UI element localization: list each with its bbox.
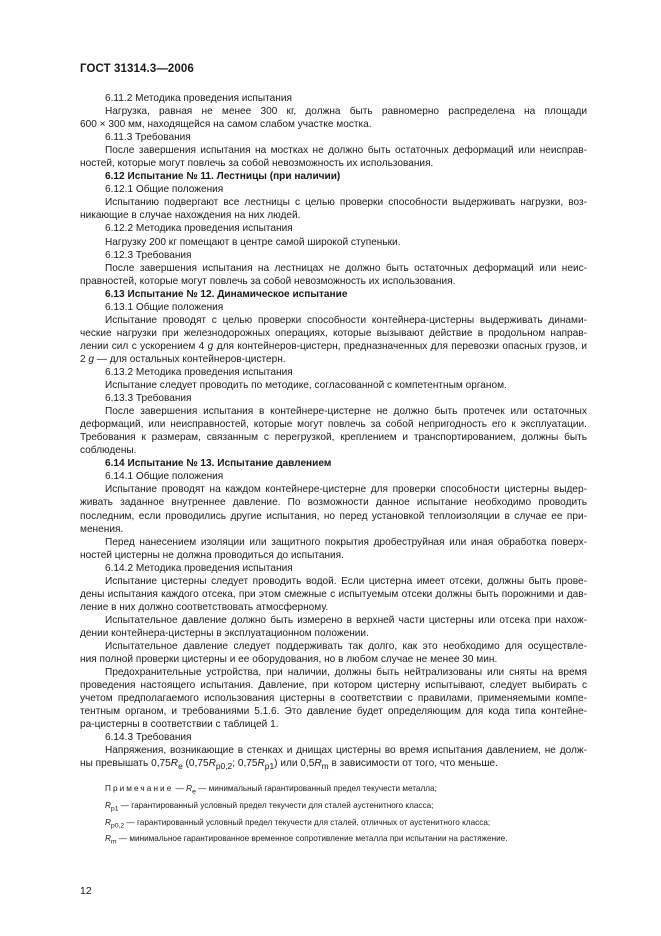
- paragraph-line: последним, если проводились другие испытания, но перед установкой теплоизоляции в случае ее при-: [80, 510, 587, 522]
- subsection-heading: 6.12.1 Общие положения: [105, 184, 224, 196]
- paragraph-line: тентным органом, и требованиями 5.1.6. Это давление будет определяющим для кода типа контейне-: [80, 706, 587, 718]
- text-run: (0,75: [182, 758, 209, 770]
- subsection-heading: 6.12.3 Требования: [105, 249, 192, 261]
- text-run: — гарантированный условный предел текучести для сталей аустенитного класса;: [118, 801, 434, 810]
- paragraph-line: ния полной проверки цистерны и ее оборудования, но в любом случае не менее 30 мин.: [80, 654, 498, 666]
- italic-symbol: R: [208, 758, 216, 770]
- subsection-heading: 6.14.2 Методика проведения испытания: [105, 562, 293, 574]
- text-run: — минимальное гарантированное временное сопротивление металла при испытании на растяжение.: [116, 834, 508, 844]
- notes-block: [80, 783, 587, 849]
- italic-symbol: R: [170, 758, 179, 770]
- italic-symbol: R: [105, 834, 111, 844]
- paragraph-line: менения.: [80, 523, 124, 535]
- subsection-heading: 6.11.3 Требования: [105, 132, 191, 144]
- text-run: — минимальный гарантированный предел текучести металла;: [195, 784, 437, 794]
- subsection-heading: 6.13.3 Требования: [105, 393, 192, 405]
- subscript: m: [110, 838, 117, 846]
- document-header: ГОСТ 31314.3—2006: [80, 63, 194, 75]
- paragraph-line: [80, 353, 587, 366]
- paragraph-line: [80, 757, 587, 773]
- subsection-heading: 6.12.2 Методика проведения испытания: [105, 223, 293, 235]
- paragraph-line: проведения настоящего испытания. Давление, при котором цистерну испытывают, следует выбирать с: [80, 680, 587, 692]
- paragraph-line: Испытание цистерны следует проводить водой. Если цистерна имеет отсеки, должны быть прове-: [105, 575, 587, 587]
- italic-symbol: g: [207, 340, 214, 352]
- paragraph-line: Испытание проводят на каждом контейнере-цистерне для проверки способности цистерны выдер-: [105, 484, 587, 496]
- paragraph-line: После завершения испытания на мостках не должно быть остаточных деформаций или неиспрaв-: [105, 145, 587, 157]
- paragraph-line: 600 × 300 мм, находящейся на самом слабом участке мостка.: [80, 119, 372, 131]
- note-line: [80, 800, 587, 817]
- subscript: p1: [264, 761, 275, 772]
- italic-symbol: R: [186, 784, 193, 794]
- paragraph-line: ра-цистерны в соответствии с таблицей 1.: [80, 719, 279, 731]
- paragraph-line: [80, 340, 587, 353]
- subscript: e: [192, 789, 196, 797]
- subsection-heading: 6.13.2 Методика проведения испытания: [105, 366, 293, 378]
- subscript: e: [178, 761, 183, 772]
- italic-symbol: R: [105, 817, 111, 827]
- paragraph-line: ление в них должно соответствовать атмосферному.: [80, 601, 329, 613]
- paragraph-line: ческие нагрузки при железнодорожных операциях, которые вызывают действие в продольном направ-: [80, 327, 587, 339]
- paragraph-line: Испытательное давление должно быть измерено в верхней части цистерны или отсека при нахож-: [105, 614, 587, 626]
- text-run: для контейнеров-цистерн, предназначенных для перевозки опасных грузов, и: [213, 340, 587, 352]
- subsection-heading: 6.14.1 Общие положения: [105, 471, 224, 483]
- paragraph-line: дении контейнера-цистерны в эксплуатационном положении.: [80, 627, 369, 639]
- paragraph-line: Испытание следует проводить по методике, согласованной с компетентным органом.: [105, 380, 507, 392]
- subsection-heading: 6.11.2 Методика проведения испытания: [105, 93, 292, 104]
- subscript: p1: [110, 805, 119, 813]
- paragraph-line: Предохранительные устройства, при наличии, должны быть нейтрализованы или сняты на время: [105, 667, 587, 679]
- subscript: p0,2: [110, 822, 125, 830]
- italic-symbol: g: [88, 353, 95, 365]
- note-label: Примечание: [105, 784, 174, 794]
- section-heading: [80, 170, 587, 183]
- section-number: 6.14: [105, 458, 128, 470]
- section-number: 6.12: [105, 171, 128, 183]
- text-run: —: [173, 784, 187, 794]
- note-line: [80, 783, 587, 800]
- paragraph-line: дены испытания каждого отсека, при этом смежные с испытуемым отсеки должны быть порожними и дав-: [80, 588, 587, 600]
- paragraph-line: Испытанию подвергают все лестницы с целью проверки способности выдерживать нагрузки, воз-: [105, 197, 587, 209]
- paragraph-line: живать заданное внутреннее давление. По возможности данное испытание необходимо проводить: [80, 497, 587, 509]
- italic-symbol: R: [257, 758, 265, 770]
- document-body: [80, 92, 587, 850]
- paragraph-line: Нагрузку 200 кг помещают в центре самой широкой ступеньки.: [105, 236, 401, 248]
- paragraph-line: После завершения испытания на лестницах не должно быть остаточных деформаций или неис-: [105, 262, 587, 274]
- subsection-heading: 6.13.1 Общие положения: [105, 301, 224, 313]
- subsection-heading: 6.14.3 Требования: [105, 732, 192, 744]
- text-run: ; 0,75: [232, 758, 258, 770]
- section-heading: [80, 288, 587, 301]
- paragraph-line: никающие в случае нахождения на них людей.: [80, 210, 301, 222]
- text-run: ) или 0,5: [274, 758, 315, 770]
- paragraph-line: ностей, которые могут повлечь за собой невозможность их использования.: [80, 158, 434, 170]
- paragraph-line: соблюдены.: [80, 445, 137, 457]
- text-run: ны превышать 0,75: [80, 758, 171, 770]
- italic-symbol: R: [105, 801, 111, 810]
- text-run: — для остальных контейнеров-цистерн.: [94, 353, 286, 365]
- note-line: [80, 833, 587, 850]
- section-title: Испытание № 11. Лестницы (при наличии): [127, 171, 341, 183]
- italic-symbol: R: [314, 758, 322, 770]
- paragraph-line: деформаций, или неисправностей, которые могут повлечь за собой непригодность его к эксплуатации.: [80, 419, 587, 431]
- page-number: 12: [80, 885, 92, 897]
- paragraph-line: ностей цистерны не должна проводиться до испытания.: [80, 549, 344, 561]
- subscript: p0,2: [215, 761, 233, 772]
- paragraph-line: Напряжения, возникающие в стенках и днищах цистерны во время испытания давлением, не долж-: [105, 745, 587, 757]
- paragraph-line: Перед нанесением изоляции или защитного покрытия дробеструйная или иная обработка поверх-: [105, 536, 587, 548]
- section-heading: [80, 457, 587, 470]
- paragraph-line: Нагрузка, равная не менее 300 кг, должна быть равномерно распределена на площади: [105, 106, 587, 118]
- paragraph-line: Испытательное давление следует поддерживать так долго, как это необходимо для осуществле-: [105, 640, 587, 652]
- section-number: 6.13: [105, 288, 128, 300]
- subscript: m: [321, 761, 329, 772]
- paragraph-line: Требования к размерам, связанным с перегрузкой, креплением и транспортированием, должны быть: [80, 432, 587, 444]
- text-run: — гарантированный условный предел текучести для сталей, отличных от аустенитного класса;: [124, 817, 491, 827]
- paragraph-line: После завершения испытания в контейнере-цистерне не должно быть протечек или остаточных: [105, 406, 587, 418]
- section-title: Испытание № 12. Динамическое испытание: [127, 288, 348, 300]
- text-run: 2: [80, 353, 89, 365]
- text-run: в зависимости от того, что меньше.: [328, 758, 498, 770]
- paragraph-line: правностей, которые могут повлечь за собой невозможность их использования.: [80, 275, 456, 287]
- paragraph-line: Испытание проводят с целью проверки способности контейнера-цистерны выдерживать динами-: [105, 314, 587, 326]
- paragraph-line: учетом предполагаемого использования цистерны в соответствии с правилами, применяемыми компе-: [80, 693, 587, 705]
- section-title: Испытание № 13. Испытание давлением: [127, 458, 332, 470]
- note-line: [80, 817, 587, 834]
- text-run: лении сил с ускорением 4: [80, 340, 208, 352]
